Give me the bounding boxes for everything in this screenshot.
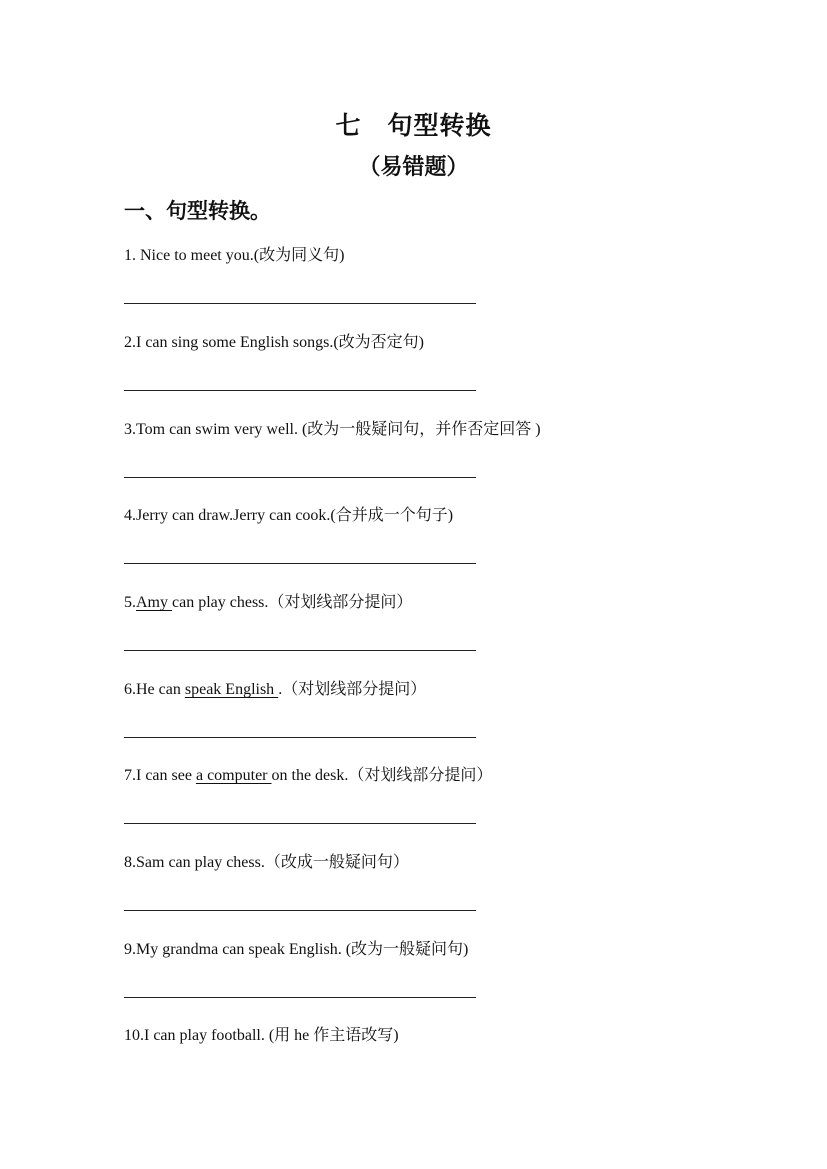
underlined-part: speak English [184,681,279,698]
answer-line-8[interactable] [124,910,476,911]
question-7: 7.I can see a computer on the desk.（对划线部分提问） [124,767,493,784]
question-10: 10.I can play football. (用 he 作主语改写) [124,1027,399,1044]
question-9: 9.My grandma can speak English. (改为一般疑问句) [124,941,469,958]
question-6: 6.He can speak English .（对划线部分提问） [124,681,427,698]
answer-line-9[interactable] [124,997,476,998]
section-heading: 一、句型转换。 [124,199,271,223]
answer-line-5[interactable] [124,650,476,651]
question-4: 4.Jerry can draw.Jerry can cook.(合并成一个句子) [124,507,454,524]
answer-line-6[interactable] [124,737,476,738]
page-subtitle: （易错题） [358,154,469,179]
answer-line-7[interactable] [124,823,476,824]
answer-line-3[interactable] [124,477,476,478]
answer-line-2[interactable] [124,390,476,391]
question-1: 1. Nice to meet you.(改为同义句) [124,247,345,264]
page-title: 七 句型转换 [335,113,492,140]
question-3: 3.Tom can swim very well. (改为一般疑问句，并作否定回答 ) [124,421,541,438]
answer-line-1[interactable] [124,303,476,304]
underlined-part: a computer [195,767,272,784]
question-2: 2.I can sing some English songs.(改为否定句) [124,334,424,351]
underlined-part: Amy [136,594,172,611]
answer-line-4[interactable] [124,563,476,564]
question-8: 8.Sam can play chess.（改成一般疑问句） [124,854,409,871]
question-5: 5.Amy can play chess.（对划线部分提问） [124,594,413,611]
